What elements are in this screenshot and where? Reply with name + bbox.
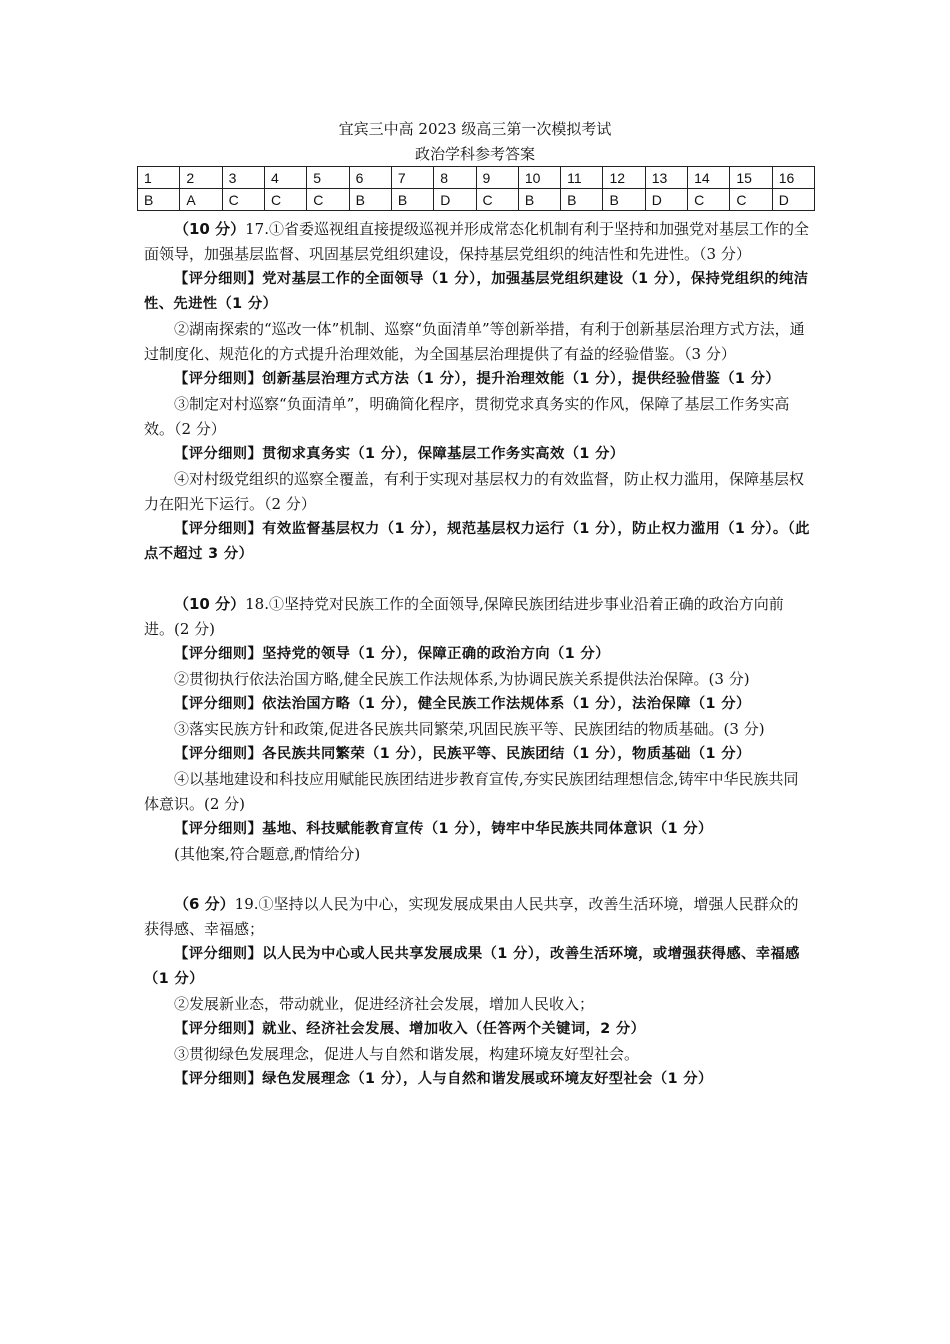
q18-point-3: ③落实民族方针和政策,促进各民族共同繁荣,巩固民族平等、民族团结的物质基础。(3 分) [174, 720, 765, 738]
q19-rubric-3: 【评分细则】绿色发展理念（1 分），人与自然和谐发展或环境友好型社会（1 分） [174, 1071, 713, 1087]
answer-cell: C [222, 189, 264, 211]
q19-score: （6 分） [174, 895, 235, 913]
q19-point-3: ③贯彻绿色发展理念，促进人与自然和谐发展，构建环境友好型社会。 [174, 1045, 640, 1063]
exam-subtitle: 政治学科参考答案 [414, 145, 535, 163]
question-number-cell: 12 [603, 167, 645, 189]
answer-cell: C [307, 189, 349, 211]
question-number-cell: 7 [391, 167, 433, 189]
q19-point-1-text: 19.①坚持以人民为中心，实现发展成果由人民共享，改善生活环境，增强人民群众的获得感、幸福感； [144, 895, 799, 938]
answer-cell: D [434, 189, 476, 211]
q18-point-1-text: 18.①坚持党对民族工作的全面领导,保障民族团结进步事业沿着正确的政治方向前进。(2 分) [144, 595, 784, 638]
q18-rubric-3: 【评分细则】各民族共同繁荣（1 分），民族平等、民族团结（1 分），物质基础（1 分） [174, 746, 751, 762]
q18-score: （10 分） [174, 595, 246, 613]
q17-rubric-1: 【评分细则】党对基层工作的全面领导（1 分），加强基层党组织建设（1 分），保持党组织的纯洁性、先进性（1 分） [144, 271, 809, 312]
q17-rubric-4: 【评分细则】有效监督基层权力（1 分），规范基层权力运行（1 分），防止权力滥用（1 分）。（此点不超过 3 分） [144, 521, 810, 562]
answer-row [138, 189, 815, 211]
q17-score: （10 分） [174, 220, 246, 238]
answer-key-table [137, 166, 815, 211]
question-number-cell: 1 [138, 167, 180, 189]
answer-content [144, 217, 810, 1092]
section-spacer [144, 567, 810, 592]
q18-point-4: ④以基地建设和科技应用赋能民族团结进步教育宣传,夯实民族团结理想信念,铸牢中华民族共同体意识。(2 分) [144, 770, 799, 813]
question-number-cell: 8 [434, 167, 476, 189]
question-number-cell: 11 [561, 167, 603, 189]
q18-note: (其他案,符合题意,酌情给分) [174, 845, 361, 863]
q19-point-1 [144, 892, 810, 942]
answer-cell: B [391, 189, 433, 211]
answer-cell: B [349, 189, 391, 211]
q18-rubric-1: 【评分细则】坚持党的领导（1 分），保障正确的政治方向（1 分） [174, 646, 610, 662]
question-number-cell: 2 [180, 167, 222, 189]
question-number-cell: 9 [476, 167, 518, 189]
answer-cell: C [688, 189, 730, 211]
answer-cell: A [180, 189, 222, 211]
question-number-cell: 14 [688, 167, 730, 189]
answer-cell: C [264, 189, 306, 211]
answer-cell: B [518, 189, 560, 211]
q17-rubric-2: 【评分细则】创新基层治理方式方法（1 分），提升治理效能（1 分），提供经验借鉴（1 分） [174, 371, 781, 387]
answer-cell: D [772, 189, 814, 211]
exam-title: 宜宾三中高 2023 级高三第一次模拟考试 [338, 120, 612, 138]
answer-cell: C [476, 189, 518, 211]
q18-rubric-4: 【评分细则】基地、科技赋能教育宣传（1 分），铸牢中华民族共同体意识（1 分） [174, 821, 713, 837]
q19-rubric-2: 【评分细则】就业、经济社会发展、增加收入（任答两个关键词，2 分） [174, 1021, 646, 1037]
answer-cell: B [603, 189, 645, 211]
question-number-cell: 5 [307, 167, 349, 189]
question-number-cell: 10 [518, 167, 560, 189]
q18-rubric-2: 【评分细则】依法治国方略（1 分），健全民族工作法规体系（1 分），法治保障（1 分） [174, 696, 751, 712]
q18-point-2: ②贯彻执行依法治国方略,健全民族工作法规体系,为协调民族关系提供法治保障。(3 分) [174, 670, 750, 688]
q19-point-2: ②发展新业态，带动就业，促进经济社会发展，增加人民收入； [174, 995, 595, 1013]
q17-point-4: ④对村级党组织的巡察全覆盖，有利于实现对基层权力的有效监督，防止权力滥用，保障基层权力在阳光下运行。（2 分） [144, 470, 805, 513]
question-number-cell: 15 [730, 167, 772, 189]
question-number-cell: 6 [349, 167, 391, 189]
q17-rubric-3: 【评分细则】贯彻求真务实（1 分），保障基层工作务实高效（1 分） [174, 446, 625, 462]
question-number-cell: 16 [772, 167, 814, 189]
q17-point-1 [144, 217, 810, 267]
answer-cell: B [561, 189, 603, 211]
answer-cell: B [138, 189, 180, 211]
answer-cell: C [730, 189, 772, 211]
q17-point-3: ③制定对村巡察“负面清单”，明确简化程序，贯彻党求真务实的作风，保障了基层工作务实高效。（2 分） [144, 395, 790, 438]
section-spacer [144, 867, 810, 892]
question-number-cell: 4 [264, 167, 306, 189]
question-number-cell: 3 [222, 167, 264, 189]
question-number-cell: 13 [645, 167, 687, 189]
question-number-row [138, 167, 815, 189]
q17-point-1-text: 17.①省委巡视组直接提级巡视并形成常态化机制有利于坚持和加强党对基层工作的全面领导，加强基层监督、巩固基层党组织建设，保持基层党组织的纯洁性和先进性。（3 分） [144, 220, 809, 263]
answer-cell: D [645, 189, 687, 211]
q19-rubric-1: 【评分细则】以人民为中心或人民共享发展成果（1 分），改善生活环境，或增强获得感、幸福感（1 分） [144, 946, 800, 987]
q18-point-1 [144, 592, 810, 642]
q17-point-2: ②湖南探索的“巡改一体”机制、巡察“负面清单”等创新举措，有利于创新基层治理方式方法，通过制度化、规范化的方式提升治理效能，为全国基层治理提供了有益的经验借鉴。（3 分） [144, 320, 805, 363]
